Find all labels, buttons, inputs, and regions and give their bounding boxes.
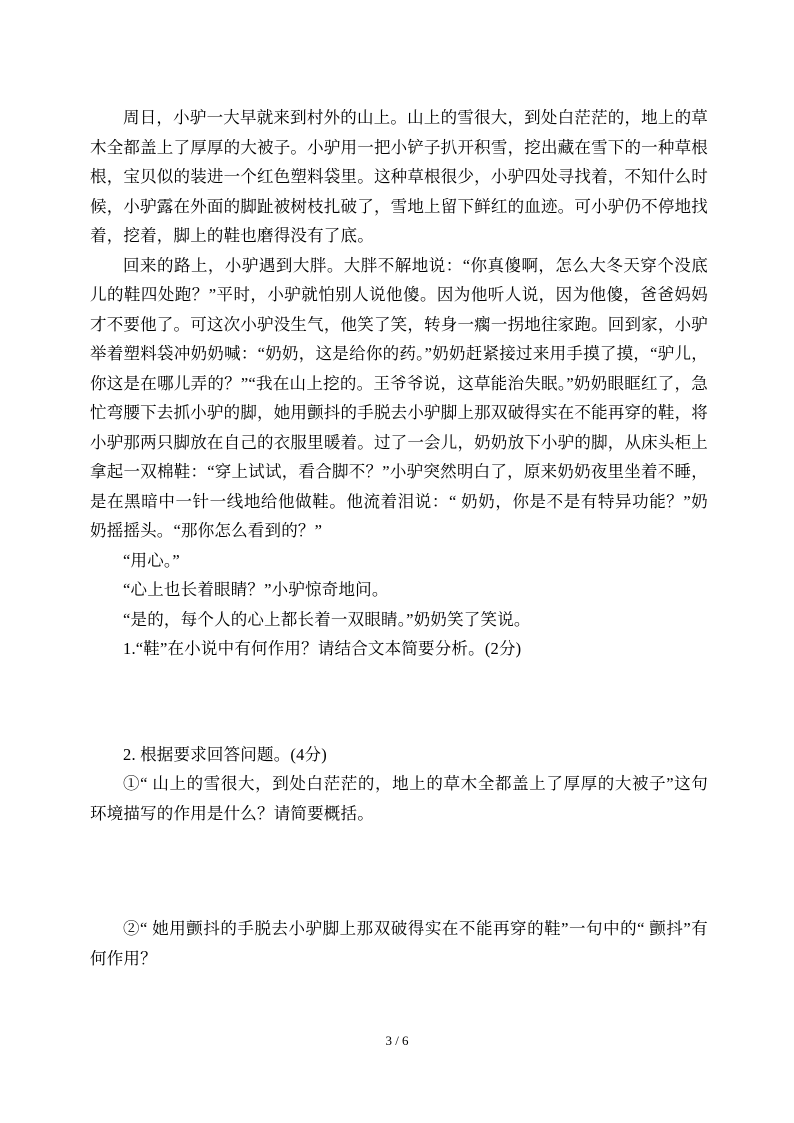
- document-body: [90, 103, 708, 973]
- story-paragraph-2: 回来的路上，小驴遇到大胖。大胖不解地说：“你真傻啊，怎么大冬天穿个没底儿的鞋四处跑？”平时，小驴就怕别人说他傻。因为他听人说，因为他傻，爸爸妈妈才不要他了。可这次小驴没生气，他笑了笑，转身一瘸一拐地往家跑。回到家，小驴举着塑料袋冲奶奶喊：“奶奶，这是给你的药。”奶奶赶紧接过来用手摸了摸，“驴儿，你这是在哪儿弄的？”“我在山上挖的。王爷爷说，这草能治失眠。”奶奶眼眶红了，急忙弯腰下去抓小驴的脚，她用颤抖的手脱去小驴脚上那双破得实在不能再穿的鞋，将小驴那两只脚放在自己的衣服里暖着。过了一会儿，奶奶放下小驴的脚，从床头柜上拿起一双棉鞋：“穿上试试，看合脚不？”小驴突然明白了，原来奶奶夜里坐着不睡，是在黑暗中一针一线地给他做鞋。他流着泪说：“ 奶奶，你是不是有特异功能？”奶奶摇摇头。“那你怎么看到的？”: [90, 255, 708, 540]
- question-2: 2. 根据要求回答问题。(4分): [123, 744, 327, 764]
- story-dialogue-2: “心上也长着眼睛？”小驴惊奇地问。: [123, 580, 389, 599]
- story-dialogue-1: “用心。”: [123, 550, 180, 570]
- story-dialogue-3: “是的，每个人的心上都长着一双眼睛。”奶奶笑了笑说。: [123, 609, 531, 629]
- question-2-sub-2: ②“ 她用颤抖的手脱去小驴脚上那双破得实在不能再穿的鞋”一句中的“ 颤抖”有何作用？: [90, 919, 708, 968]
- page-number-indicator: 3 / 6: [385, 1033, 409, 1048]
- question-2-sub-1: ①“ 山上的雪很大，到处白茫茫的，地上的草木全都盖上了厚厚的大被子”这句环境描写的作用是什么？请简要概括。: [90, 774, 708, 823]
- question-1: 1.“鞋”在小说中有何作用？请结合文本简要分析。(2分): [123, 639, 522, 658]
- story-paragraph-1: 周日，小驴一大早就来到村外的山上。山上的雪很大，到处白茫茫的，地上的草木全都盖上了厚厚的大被子。小驴用一把小铲子扒开积雪，挖出藏在雪下的一种草根根，宝贝似的装进一个红色塑料袋里。这种草根很少，小驴四处寻找着，不知什么时候，小驴露在外面的脚趾被树枝扎破了，雪地上留下鲜红的血迹。可小驴仍不停地找着，挖着，脚上的鞋也磨得没有了底。: [90, 108, 708, 245]
